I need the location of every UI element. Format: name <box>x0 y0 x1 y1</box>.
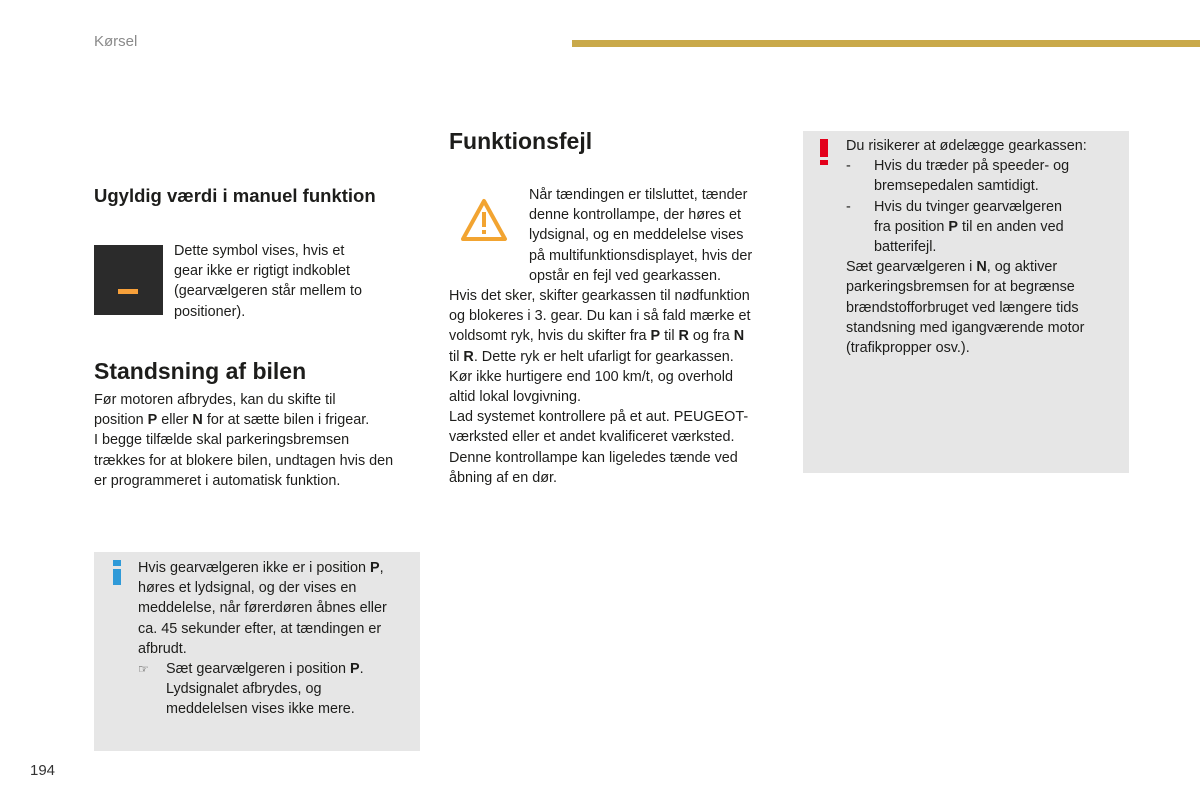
text-line: opstår en fejl ved gearkassen. <box>529 267 721 284</box>
list-item: - Hvis du træder på speeder- og bremsepedalen samtidigt. <box>846 156 1126 196</box>
manual-line: positioner). <box>174 303 246 320</box>
text-line: værksted eller et andet kvalificeret værksted. <box>449 429 735 446</box>
manual-description <box>174 241 414 322</box>
manual-line: Dette symbol vises, hvis et <box>174 243 345 259</box>
exclamation-icon <box>819 139 829 165</box>
text-line: batterifejl. <box>874 239 937 256</box>
text-line: afbrudt. <box>138 640 187 657</box>
text-line: er programmeret i automatisk funktion. <box>94 472 341 489</box>
warning-box <box>803 131 1129 473</box>
info-text <box>138 558 414 720</box>
text-line: voldsomt ryk, hvis du skifter fra P til R og fra N <box>449 328 745 345</box>
text-line: meddelelsen vises ikke mere. <box>166 701 355 718</box>
text-line: fra position P til en anden ved <box>874 218 1064 235</box>
manual-line: (gearvælgeren står mellem to <box>174 283 362 300</box>
text-line: til R. Dette ryk er helt ufarligt for gearkassen. <box>449 348 734 365</box>
text-line: Sæt gearvælgeren i N, og aktiver <box>846 259 1058 276</box>
text-line: meddelelse, når førerdøren åbnes eller <box>138 600 387 617</box>
stopping-text <box>94 390 424 491</box>
info-box <box>94 552 420 751</box>
info-icon <box>112 560 122 586</box>
text-line: Denne kontrollampe kan ligeledes tænde ved <box>449 449 738 466</box>
text-line: Når tændingen er tilsluttet, tænder <box>529 187 748 203</box>
text-line: lydsignal, og en meddelelse vises <box>529 227 744 244</box>
text-line: parkeringsbremsen for at begrænse <box>846 279 1075 296</box>
text-line: I begge tilfælde skal parkeringsbremsen <box>94 432 350 449</box>
text-line: altid lokal lovgivning. <box>449 389 581 406</box>
header-accent-bar <box>572 40 1200 47</box>
text-line: bremsepedalen samtidigt. <box>874 178 1039 195</box>
list-item: - Hvis du tvinger gearvælgeren fra position P til en anden ved batterifejl. <box>846 197 1126 258</box>
text-line: ca. 45 sekunder efter, at tændingen er <box>138 620 382 637</box>
text-line: denne kontrollampe, der høres et <box>529 207 741 224</box>
malfunction-intro <box>529 185 779 286</box>
heading-malfunction: Funktionsfejl <box>449 128 593 154</box>
text-line: Hvis gearvælgeren ikke er i position P, <box>138 560 384 576</box>
heading-invalid-manual: Ugyldig værdi i manuel funktion <box>94 185 376 206</box>
text-line: på multifunktionsdisplayet, hvis der <box>529 247 753 264</box>
text-line: åbning af en dør. <box>449 469 558 486</box>
text-line: Kør ikke hurtigere end 100 km/t, og overhold <box>449 368 733 385</box>
text-line: Sæt gearvælgeren i position P. <box>166 661 364 678</box>
text-line: Hvis det sker, skifter gearkassen til nødfunktion <box>449 288 750 304</box>
text-line: brændstofforbruget ved længere tids <box>846 299 1079 316</box>
pointing-hand-icon: ☞ <box>138 662 149 677</box>
text-line: Du risikerer at ødelægge gearkassen: <box>846 138 1087 154</box>
dash-symbol <box>118 289 138 294</box>
warning-triangle-icon <box>459 197 509 243</box>
section-label: Kørsel <box>94 33 138 50</box>
text-line: Før motoren afbrydes, kan du skifte til <box>94 392 336 408</box>
text-line: høres et lydsignal, og der vises en <box>138 580 357 597</box>
malfunction-text <box>449 286 784 488</box>
page-number: 194 <box>30 762 56 779</box>
text-line: Lydsignalet afbrydes, og <box>166 681 322 698</box>
text-line: Hvis du tvinger gearvælgeren <box>874 198 1062 215</box>
heading-stopping-car: Standsning af bilen <box>94 358 307 384</box>
text-line: (trafikpropper osv.). <box>846 340 970 357</box>
gear-position-invalid-icon <box>94 245 163 315</box>
warning-text <box>846 136 1126 358</box>
text-line: standsning med igangværende motor <box>846 319 1085 336</box>
text-line: og blokeres i 3. gear. Du kan i så fald mærke et <box>449 308 751 325</box>
info-step <box>138 659 414 720</box>
text-line: trækkes for at blokere bilen, undtagen hvis den <box>94 452 394 469</box>
manual-line: gear ikke er rigtigt indkoblet <box>174 263 350 280</box>
text-line: Hvis du træder på speeder- og <box>874 158 1070 175</box>
text-line: Lad systemet kontrollere på et aut. PEUGEOT- <box>449 409 749 426</box>
text-line: position P eller N for at sætte bilen i frigear. <box>94 412 370 429</box>
